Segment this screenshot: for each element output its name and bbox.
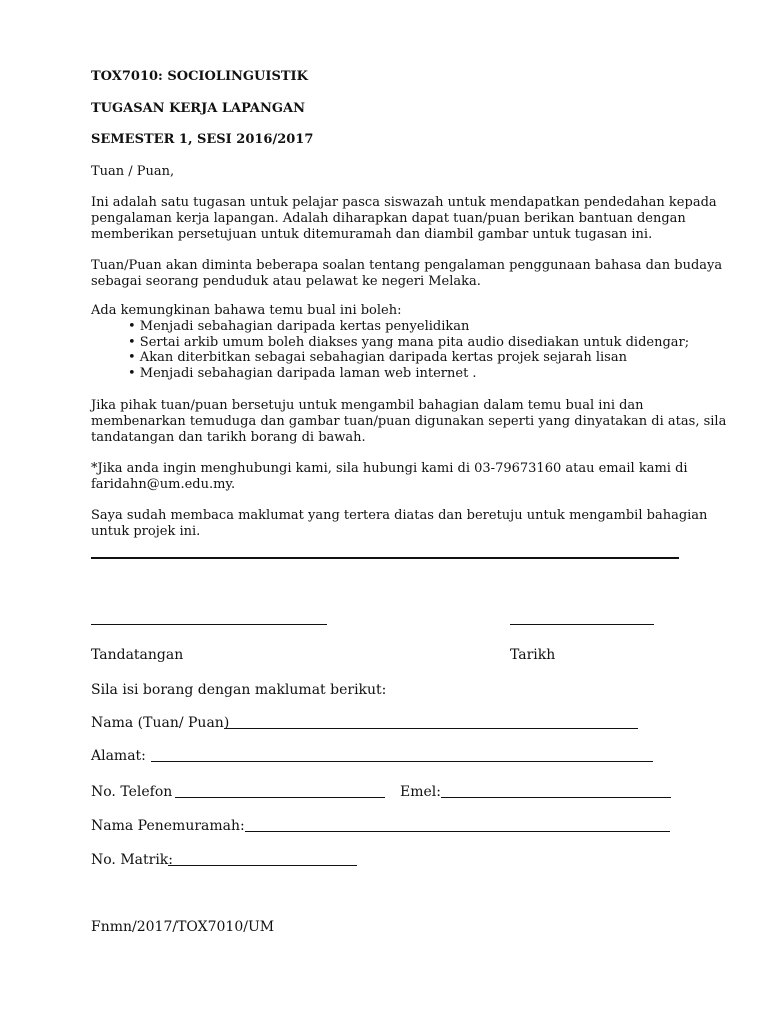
consent-paragraph bbox=[91, 398, 727, 446]
matric-field[interactable] bbox=[168, 865, 357, 866]
intro-paragraph bbox=[91, 195, 717, 243]
paragraph-line: Ini adalah satu tugasan untuk pelajar pasca siswazah untuk mendapatkan pendedahan kepada bbox=[91, 195, 717, 210]
interviewer-label: Nama Penemuramah: bbox=[91, 818, 245, 834]
paragraph-line: Saya sudah membaca maklumat yang tertera diatas dan beretuju untuk mengambil bahagian bbox=[91, 508, 708, 523]
paragraph-line: *Jika anda ingin menghubungi kami, sila hubungi kami di 03-79673160 atau email kami di bbox=[91, 461, 688, 476]
interviewer-field[interactable] bbox=[245, 831, 670, 832]
name-field[interactable] bbox=[224, 728, 638, 729]
questions-paragraph bbox=[91, 258, 723, 290]
course-title: TOX7010: SOCIOLINGUISTIK bbox=[91, 69, 308, 84]
date-line[interactable] bbox=[510, 624, 654, 625]
form-intro: Sila isi borang dengan maklumat berikut: bbox=[91, 682, 387, 698]
list-intro: Ada kemungkinan bahawa temu bual ini boleh: bbox=[91, 303, 402, 318]
paragraph-line: memberikan persetujuan untuk ditemuramah dan diambil gambar untuk tugasan ini. bbox=[91, 227, 653, 242]
signature-line[interactable] bbox=[91, 624, 327, 625]
list-item: • Sertai arkib umum boleh diakses yang mana pita audio disediakan untuk didengar; bbox=[128, 334, 690, 350]
email-label: Emel: bbox=[400, 784, 441, 800]
name-label: Nama (Tuan/ Puan) bbox=[91, 715, 230, 731]
signature-label: Tandatangan bbox=[91, 647, 184, 663]
semester-title: SEMESTER 1, SESI 2016/2017 bbox=[91, 132, 314, 147]
paragraph-line: Tuan/Puan akan diminta beberapa soalan tentang pengalaman penggunaan bahasa dan budaya bbox=[91, 258, 723, 273]
agreement-paragraph bbox=[91, 508, 708, 540]
phone-field[interactable] bbox=[175, 797, 385, 798]
paragraph-line: Jika pihak tuan/puan bersetuju untuk mengambil bahagian dalam temu bual ini dan bbox=[91, 398, 644, 413]
paragraph-line: tandatangan dan tarikh borang di bawah. bbox=[91, 430, 366, 445]
contact-paragraph bbox=[91, 461, 688, 493]
phone-label: No. Telefon bbox=[91, 784, 173, 800]
usage-list bbox=[128, 319, 689, 381]
footer-code: Fnmn/2017/TOX7010/UM bbox=[91, 919, 275, 935]
paragraph-line: pengalaman kerja lapangan. Adalah diharapkan dapat tuan/puan berikan bantuan dengan bbox=[91, 211, 686, 226]
address-label: Alamat: bbox=[91, 748, 146, 764]
salutation: Tuan / Puan, bbox=[91, 164, 175, 179]
paragraph-line: untuk projek ini. bbox=[91, 524, 201, 539]
matric-label: No. Matrik: bbox=[91, 852, 174, 868]
paragraph-line: sebagai seorang penduduk atau pelawat ke negeri Melaka. bbox=[91, 274, 481, 289]
email-field[interactable] bbox=[441, 797, 671, 798]
list-item: • Menjadi sebahagian daripada laman web internet . bbox=[128, 365, 477, 381]
list-item: • Menjadi sebahagian daripada kertas penyelidikan bbox=[128, 319, 470, 334]
paragraph-line: membenarkan temuduga dan gambar tuan/puan digunakan seperti yang dinyatakan di atas, sila bbox=[91, 414, 727, 429]
date-label: Tarikh bbox=[510, 647, 556, 663]
assignment-title: TUGASAN KERJA LAPANGAN bbox=[91, 101, 305, 116]
list-item: • Akan diterbitkan sebagai sebahagian daripada kertas projek sejarah lisan bbox=[128, 350, 627, 365]
section-divider bbox=[91, 557, 679, 559]
address-field[interactable] bbox=[151, 761, 653, 762]
paragraph-line: faridahn@um.edu.my. bbox=[91, 477, 236, 492]
